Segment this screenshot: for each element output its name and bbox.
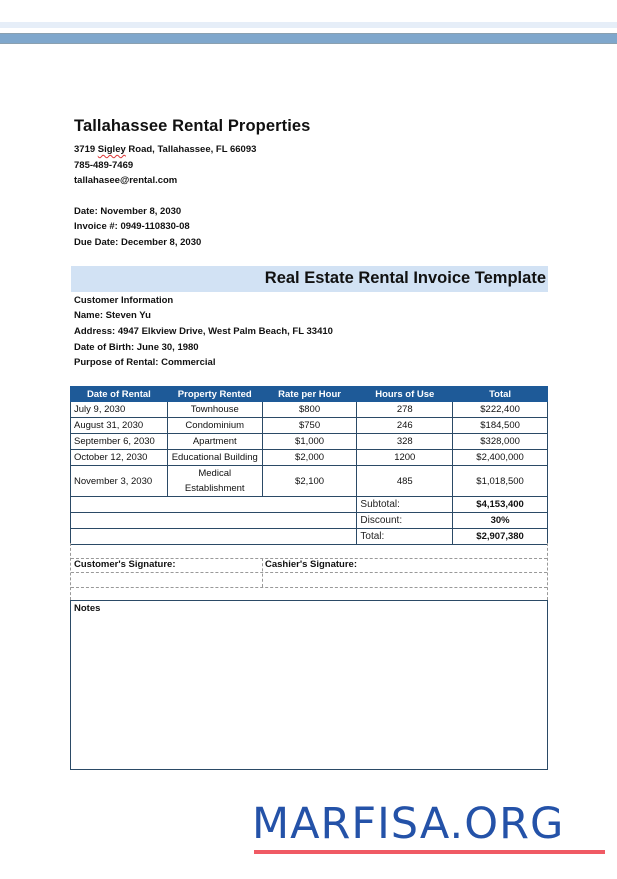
rental-items-table <box>70 386 548 545</box>
rental-purpose: Purpose of Rental: Commercial <box>74 357 216 368</box>
table-row <box>71 434 548 450</box>
discount-row <box>71 513 548 529</box>
cell-total: $1,018,500 <box>453 466 548 497</box>
cell-rate: $800 <box>262 402 357 418</box>
subtotal-row <box>71 497 548 513</box>
cell-hours: 1200 <box>357 450 453 466</box>
company-name: Tallahassee Rental Properties <box>74 117 311 135</box>
cell-hours: 485 <box>357 466 453 497</box>
address-street-spellcheck: Sigley <box>97 144 126 155</box>
watermark-logo: MARFISA.ORG <box>252 799 565 849</box>
subtotal-label: Subtotal: <box>357 497 453 513</box>
customer-signature-label: Customer's Signature: <box>74 559 176 570</box>
title-bar <box>71 266 548 292</box>
notes-label: Notes <box>74 603 101 614</box>
cell-total: $328,000 <box>453 434 548 450</box>
cell-rate: $2,100 <box>262 466 357 497</box>
subtotal-value: $4,153,400 <box>453 497 548 513</box>
table-row <box>71 450 548 466</box>
company-phone: 785-489-7469 <box>74 160 134 171</box>
watermark-underline <box>254 850 605 854</box>
cell-hours: 278 <box>357 402 453 418</box>
cell-date: October 12, 2030 <box>71 450 168 466</box>
cell-property: Educational Building <box>167 450 262 466</box>
table-row <box>71 466 548 497</box>
cell-rate: $1,000 <box>262 434 357 450</box>
cell-property: Medical Establishment <box>167 466 262 497</box>
total-label: Total: <box>357 529 453 545</box>
signature-divider <box>71 587 547 588</box>
table-row <box>71 402 548 418</box>
signature-column-divider <box>262 558 263 587</box>
cell-date: August 31, 2030 <box>71 418 168 434</box>
company-email: tallahasee@rental.com <box>74 175 178 186</box>
customer-address: Address: 4947 Elkview Drive, West Palm Beach, FL 33410 <box>74 326 333 337</box>
signature-divider <box>71 572 547 573</box>
customer-name: Name: Steven Yu <box>74 310 151 321</box>
cell-date: July 9, 2030 <box>71 402 168 418</box>
discount-value: 30% <box>453 513 548 529</box>
cashier-signature-label: Cashier's Signature: <box>265 559 358 570</box>
top-light-band <box>0 22 617 28</box>
table-header-row <box>71 387 548 402</box>
cell-date: November 3, 2030 <box>71 466 168 497</box>
col-header-date: Date of Rental <box>71 387 168 402</box>
invoice-title: Real Estate Rental Invoice Template <box>264 269 546 287</box>
customer-dob: Date of Birth: June 30, 1980 <box>74 342 199 353</box>
col-header-rate: Rate per Hour <box>262 387 357 402</box>
invoice-date: Date: November 8, 2030 <box>74 206 182 217</box>
col-header-hours: Hours of Use <box>357 387 453 402</box>
customer-info-heading: Customer Information <box>74 295 174 306</box>
cell-total: $222,400 <box>453 402 548 418</box>
top-blue-band <box>0 33 617 44</box>
cell-rate: $750 <box>262 418 357 434</box>
invoice-number: Invoice #: 0949-110830-08 <box>74 221 190 232</box>
notes-box[interactable] <box>70 600 548 770</box>
cell-property: Townhouse <box>167 402 262 418</box>
summary-spacer <box>71 497 357 513</box>
col-header-property: Property Rented <box>167 387 262 402</box>
cell-date: September 6, 2030 <box>71 434 168 450</box>
cell-total: $2,400,000 <box>453 450 548 466</box>
company-address <box>74 144 256 155</box>
cell-total: $184,500 <box>453 418 548 434</box>
cell-property: Apartment <box>167 434 262 450</box>
cell-property: Condominium <box>167 418 262 434</box>
discount-label: Discount: <box>357 513 453 529</box>
cell-hours: 246 <box>357 418 453 434</box>
signature-area <box>70 543 548 600</box>
address-suffix: Road, Tallahassee, FL 66093 <box>125 144 257 155</box>
address-prefix: 3719 <box>74 144 98 155</box>
summary-spacer <box>71 513 357 529</box>
cell-hours: 328 <box>357 434 453 450</box>
total-value: $2,907,380 <box>453 529 548 545</box>
due-date: Due Date: December 8, 2030 <box>74 237 202 248</box>
col-header-total: Total <box>453 387 548 402</box>
cell-rate: $2,000 <box>262 450 357 466</box>
table-row <box>71 418 548 434</box>
